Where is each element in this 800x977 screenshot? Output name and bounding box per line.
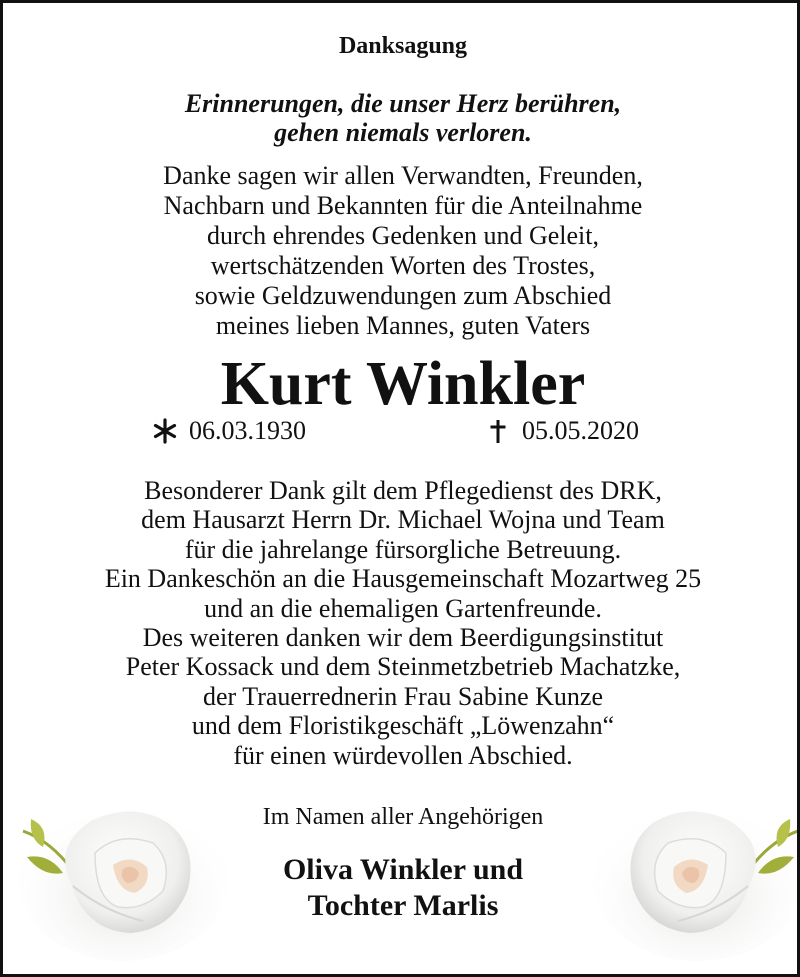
signature-line: Tochter Marlis [307, 889, 499, 922]
thanks-line: Des weiteren danken wir dem Beerdigungsinstitut [142, 623, 664, 653]
cross-icon [484, 417, 512, 445]
intro-line: sowie Geldzuwendungen zum Abschied [194, 281, 612, 310]
birth-date: 06.03.1930 [189, 416, 306, 445]
quote [3, 89, 800, 147]
star-icon [151, 417, 179, 445]
intro-text [3, 161, 800, 341]
closing-line: Im Namen aller Angehörigen [262, 804, 544, 830]
thanks-line: dem Hausarzt Herrn Dr. Michael Wojna und Team [141, 505, 665, 535]
thanks-line: und an die ehemaligen Gartenfreunde. [204, 593, 602, 623]
intro-line: Nachbarn und Bekannten für die Anteilnahme [163, 191, 643, 220]
thanks-line: Peter Kossack und dem Steinmetzbetrieb Machatzke, [125, 652, 681, 682]
death-date-group [484, 416, 639, 446]
signature-line: Oliva Winkler und [282, 853, 524, 886]
thanks-line: Ein Dankeschön an die Hausgemeinschaft Mozartweg 25 [104, 564, 702, 594]
thanks-line: der Trauerrednerin Frau Sabine Kunze [203, 681, 603, 711]
intro-line: wertschätzenden Worten des Trostes, [210, 251, 596, 280]
white-rose-icon [588, 761, 800, 961]
quote-line: Erinnerungen, die unser Herz berühren, [184, 89, 622, 118]
thanks-text [3, 476, 800, 770]
thanks-line: für einen würdevollen Abschied. [233, 740, 573, 770]
quote-line: gehen niemals verloren. [274, 118, 532, 147]
deceased-name: Kurt Winkler [220, 350, 586, 418]
thanks-line: für die jahrelange fürsorgliche Betreuung. [184, 534, 622, 564]
birth-date-group [151, 416, 306, 446]
white-rose-icon [13, 761, 233, 961]
heading: Danksagung [338, 33, 468, 59]
thanks-line: Besonderer Dank gilt dem Pflegedienst des DRK, [144, 476, 662, 505]
intro-line: Danke sagen wir allen Verwandten, Freunden, [163, 161, 643, 190]
death-date: 05.05.2020 [522, 416, 639, 445]
thanks-line: und dem Floristikgeschäft „Löwenzahn“ [191, 711, 615, 741]
intro-line: durch ehrendes Gedenken und Geleit, [206, 221, 600, 250]
intro-line: meines lieben Mannes, guten Vaters [215, 311, 591, 340]
